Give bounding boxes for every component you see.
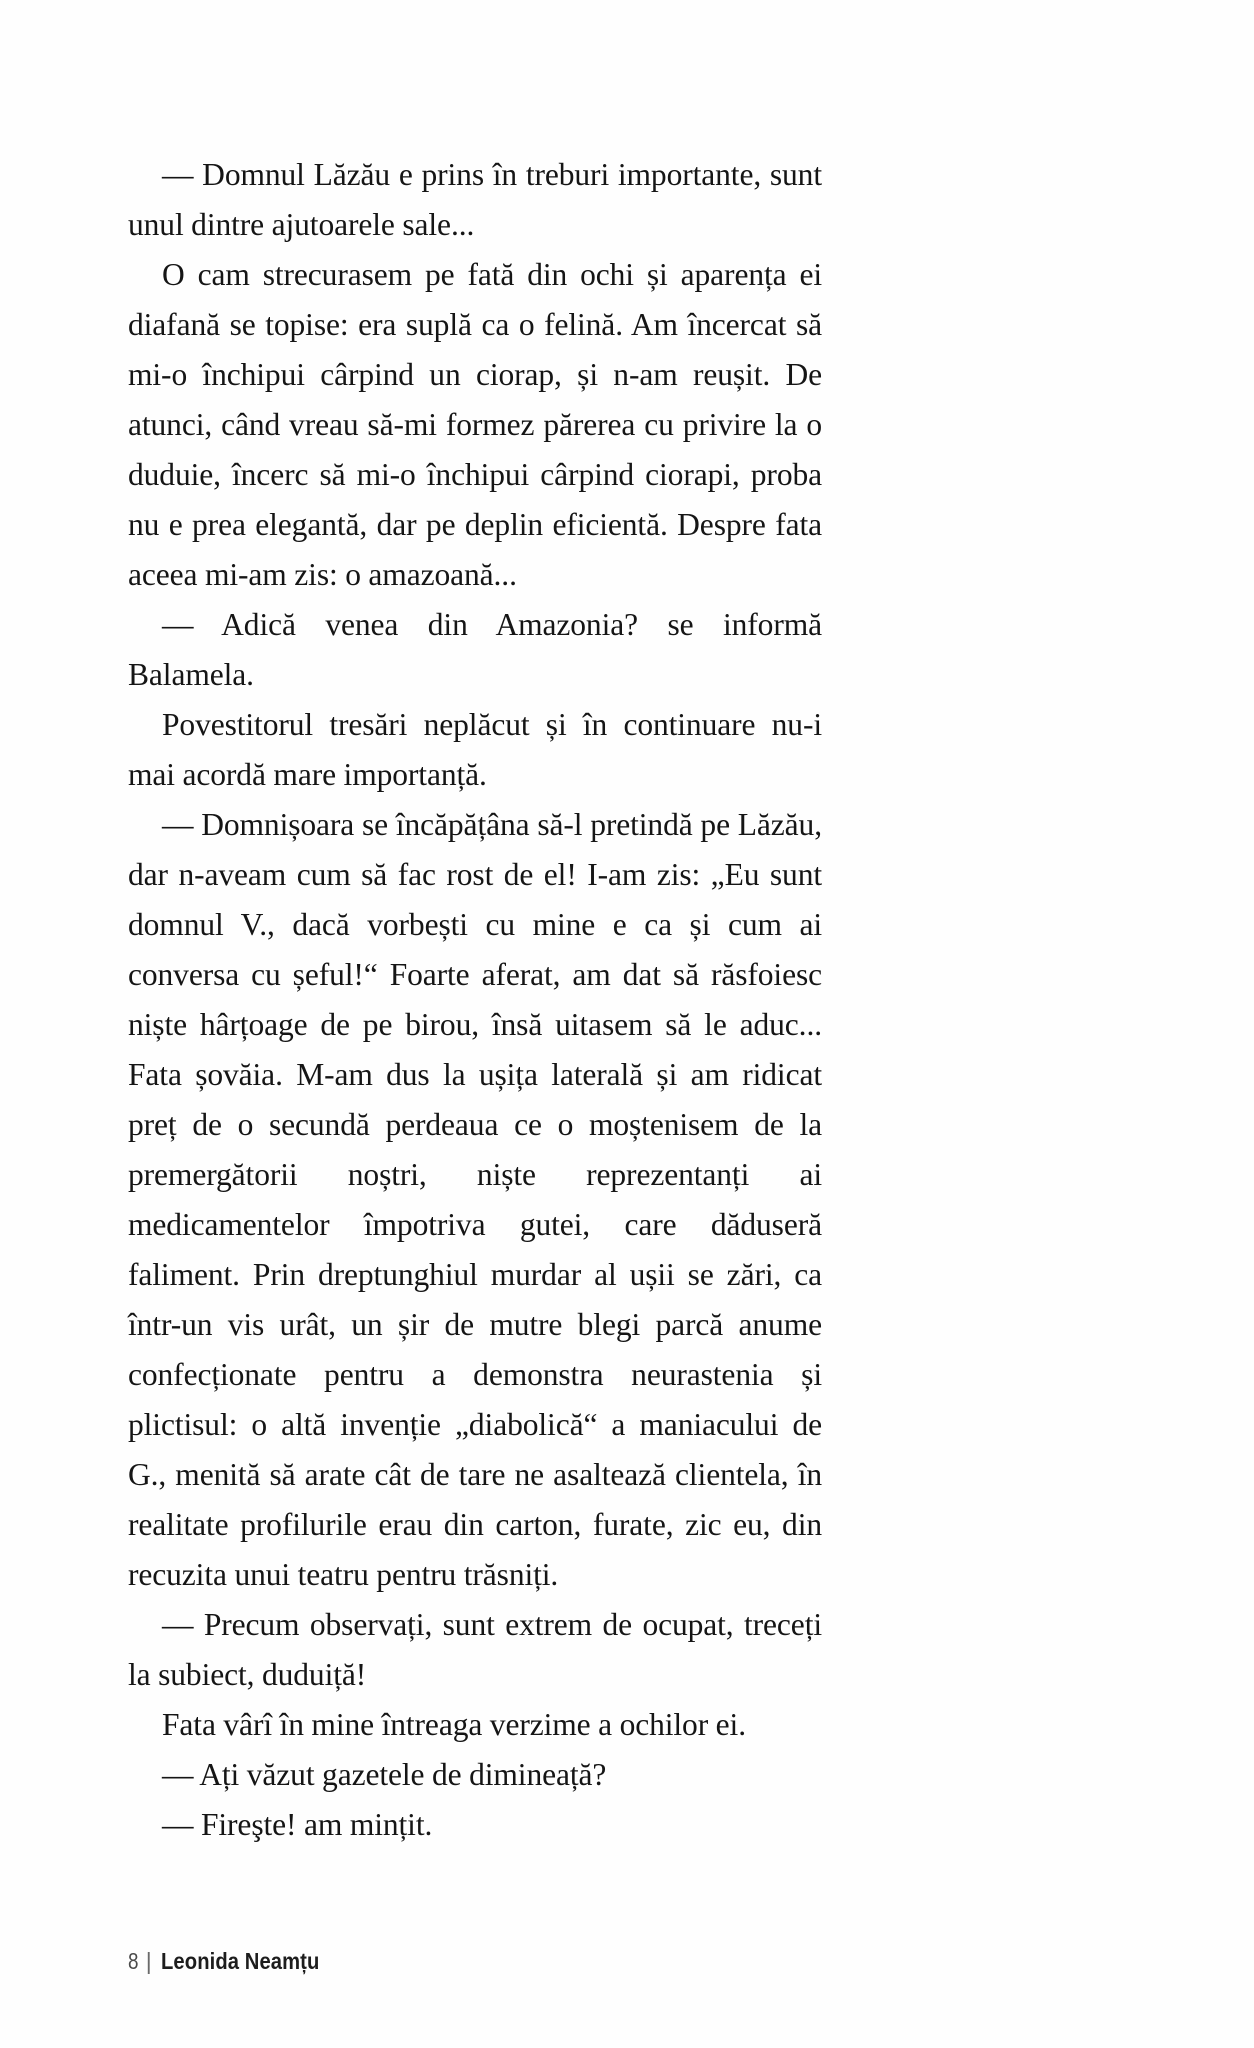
paragraph-7: Fata vârî în mine întreaga verzime a ochilor ei. bbox=[162, 1707, 746, 1742]
paragraph-8: — Ați văzut gazetele de dimineață? bbox=[162, 1757, 607, 1792]
page-number: 8 bbox=[128, 1948, 139, 1974]
paragraph-5: — Domnișoara se încăpățâna să-l pretindă pe Lăzău, dar n-aveam cum să fac rost de el! I-am zis: „Eu sunt domnul V., dacă vorbești cu mine e ca și cum ai conversa cu șeful!“ Foarte aferat, am dat să răsfoiesc niște hârțoage de pe birou, însă uitasem să le aduc... Fata șovăia. M-am dus la ușița laterală și am ridicat preț de o secundă perdeaua ce o moștenisem de la premergătorii noștri, niște reprezentanți ai medicamentelor împotriva gutei, care dăduseră faliment. Prin dreptunghiul murdar al ușii se zări, ca într-un vis urât, un șir de mutre blegi parcă anume confecționate pentru a demonstra neurastenia și plictisul: o altă invenție „diabolică“ a maniacului de G., menită să arate cât de tare ne asaltează clientela, în realitate profilurile erau din carton, furate, zic eu, din recuzita unui teatru pentru trăsniți. bbox=[128, 807, 822, 1592]
paragraph-4: Povestitorul tresări neplăcut și în continuare nu-i mai acordă mare importanță. bbox=[128, 707, 822, 792]
paragraph-6: — Precum observați, sunt extrem de ocupat, treceți la subiect, duduiță! bbox=[128, 1607, 822, 1692]
footer-author-name: Leonida Neamțu bbox=[160, 1948, 320, 1974]
paragraph-9: — Fireşte! am mințit. bbox=[162, 1807, 433, 1842]
page-text-block bbox=[128, 150, 822, 1850]
footer-separator: | bbox=[145, 1948, 152, 1974]
paragraph-2: O cam strecurasem pe fată din ochi și aparența ei diafană se topise: era suplă ca o felină. Am încercat să mi-o închipui cârpind un ciorap, și n-am reușit. De atunci, când vreau să-mi formez părerea cu privire la o duduie, încerc să mi-o închipui cârpind ciorapi, proba nu e prea elegantă, dar pe deplin eficientă. Despre fata aceea mi-am zis: o amazoană... bbox=[128, 257, 822, 592]
page-footer bbox=[128, 1948, 345, 1975]
paragraph-1: — Domnul Lăzău e prins în treburi importante, sunt unul dintre ajutoarele sale... bbox=[128, 157, 822, 242]
paragraph-3: — Adică venea din Amazonia? se informă Balamela. bbox=[128, 607, 822, 692]
